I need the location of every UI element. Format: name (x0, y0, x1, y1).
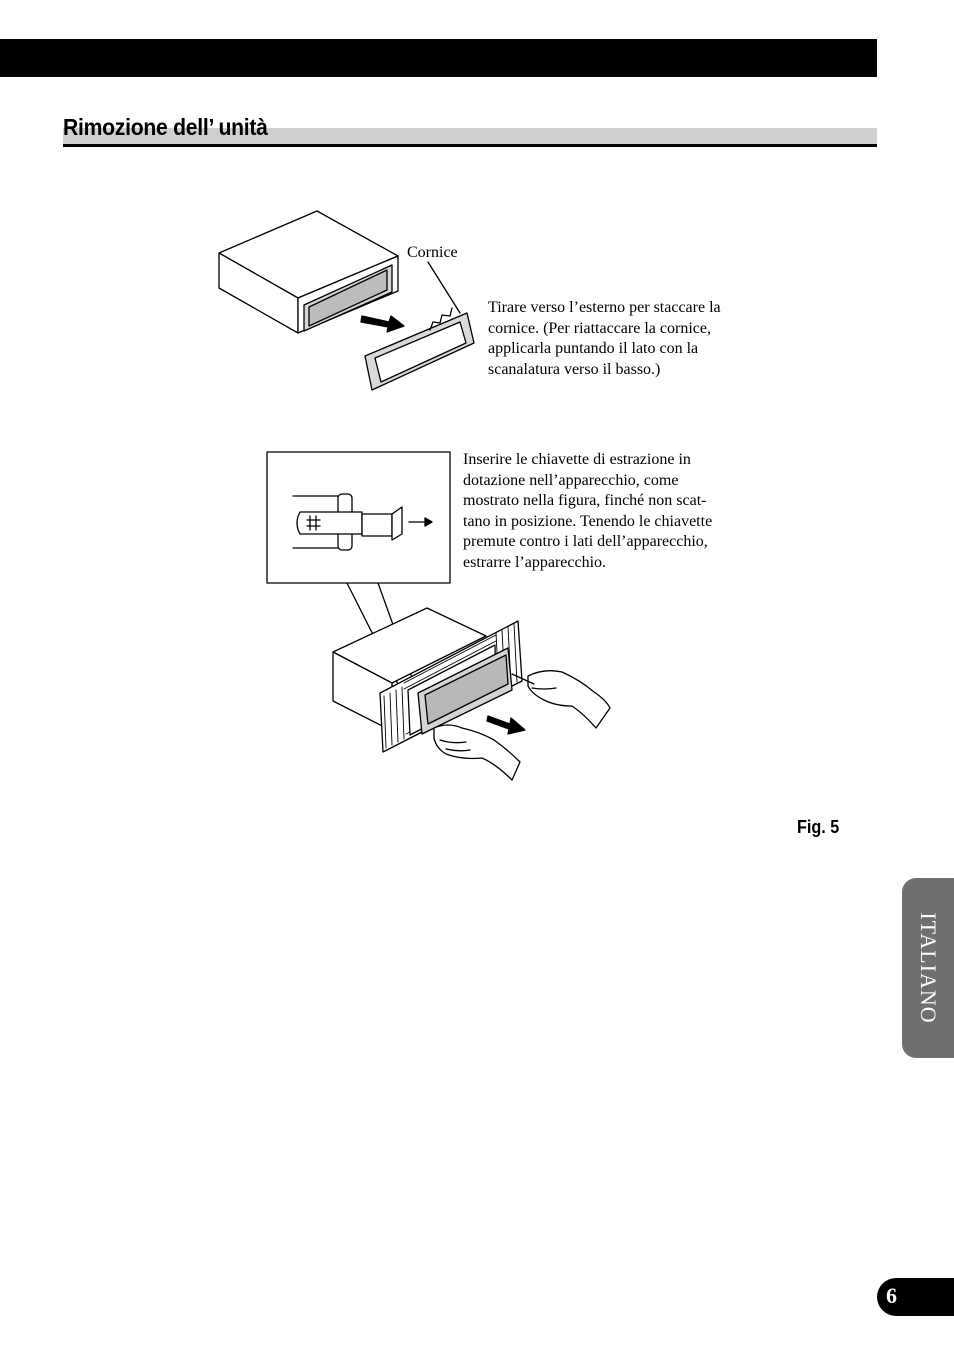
instruction-extract-unit (463, 450, 763, 573)
page-number: 6 (886, 1283, 897, 1308)
right-hand-drawing (512, 671, 610, 728)
instruction-line: scanalatura verso il basso.) (488, 360, 661, 378)
instruction-line: Inserire le chiavette di estrazione in (463, 451, 691, 468)
instruction-line: tano in posizione. Tenendo le chiavette (463, 512, 713, 530)
instruction-remove-cornice (488, 298, 768, 380)
cornice-label: Cornice (407, 244, 458, 261)
pull-arrow-bottom (487, 716, 525, 734)
section-title: Rimozione dell’ unità (63, 114, 268, 140)
language-tab (902, 878, 954, 1058)
instruction-line: mostrato nella figura, finché non scat- (463, 492, 707, 509)
page-number-tab (877, 1278, 954, 1316)
instruction-line: dotazione nell’apparecchio, come (463, 471, 679, 489)
detail-inset (267, 452, 450, 583)
head-unit-drawing (219, 211, 398, 333)
instruction-line: estrarre l’apparecchio. (463, 553, 607, 571)
instruction-line: Tirare verso l’esterno per staccare la (488, 299, 721, 316)
left-hand-drawing (434, 725, 520, 780)
language-label: ITALIANO (916, 912, 941, 1024)
instruction-line: applicarla puntando il lato con la (488, 340, 699, 357)
cornice-leader-line (428, 262, 460, 313)
instruction-line: cornice. (Per riattaccare la cornice, (488, 319, 711, 337)
pull-arrow-top (361, 316, 404, 332)
figure-caption: Fig. 5 (797, 817, 840, 837)
unit-in-sleeve-drawing (333, 608, 522, 752)
instruction-line: premute contro i lati dell’apparecchio, (463, 533, 708, 550)
